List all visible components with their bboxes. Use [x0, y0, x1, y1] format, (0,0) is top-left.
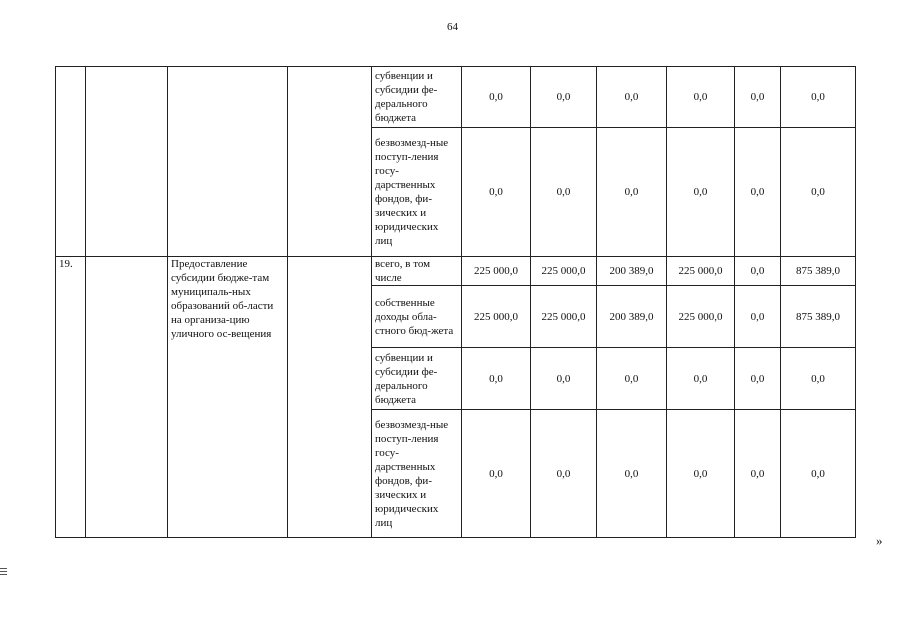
- margin-mark: [0, 568, 7, 580]
- cell-value: 0,0: [597, 128, 667, 257]
- cell-value: 225 000,0: [531, 257, 597, 286]
- cell-value: 0,0: [531, 410, 597, 538]
- cell-value: 0,0: [781, 128, 856, 257]
- cell-source: собственные доходы обла-стного бюд-жета: [372, 286, 462, 348]
- cell-name: Предоставление субсидии бюдже-там муниципаль-ных образований об-ласти на организа-цию уличного ос-вещения: [168, 257, 288, 538]
- cell-blank: [288, 257, 372, 538]
- cell-value: 0,0: [735, 257, 781, 286]
- cell-blank: [288, 67, 372, 257]
- cell-value: 200 389,0: [597, 286, 667, 348]
- cell-value: 0,0: [735, 348, 781, 410]
- cell-value: 0,0: [735, 67, 781, 128]
- cell-number: 19.: [56, 257, 86, 538]
- cell-value: 225 000,0: [462, 286, 531, 348]
- cell-blank: [86, 67, 168, 257]
- cell-value: 0,0: [667, 128, 735, 257]
- cell-value: 0,0: [462, 67, 531, 128]
- cell-value: 0,0: [462, 348, 531, 410]
- cell-value: 225 000,0: [531, 286, 597, 348]
- budget-table: [55, 66, 856, 538]
- cell-value: 225 000,0: [667, 286, 735, 348]
- cell-value: 0,0: [531, 348, 597, 410]
- cell-name: [168, 67, 288, 257]
- cell-value: 0,0: [597, 348, 667, 410]
- cell-value: 225 000,0: [667, 257, 735, 286]
- cell-source: безвозмезд-ные поступ-ления госу-дарственных фондов, фи-зических и юридических лиц: [372, 128, 462, 257]
- cell-source: субвенции и субсидии фе-дерального бюджета: [372, 67, 462, 128]
- cell-value: 0,0: [531, 128, 597, 257]
- cell-source: безвозмезд-ные поступ-ления госу-дарственных фондов, фи-зических и юридических лиц: [372, 410, 462, 538]
- cell-value: 0,0: [667, 348, 735, 410]
- cell-value: 875 389,0: [781, 257, 856, 286]
- table-row: [56, 257, 856, 286]
- cell-source: субвенции и субсидии фе-дерального бюджета: [372, 348, 462, 410]
- cell-value: 0,0: [735, 128, 781, 257]
- cell-source: всего, в том числе: [372, 257, 462, 286]
- cell-number: [56, 67, 86, 257]
- cell-value: 0,0: [462, 128, 531, 257]
- cell-value: 200 389,0: [597, 257, 667, 286]
- table-row: [56, 67, 856, 128]
- cell-value: 0,0: [597, 67, 667, 128]
- page-number: 64: [447, 21, 458, 33]
- cell-value: 0,0: [531, 67, 597, 128]
- cell-value: 0,0: [597, 410, 667, 538]
- cell-value: 225 000,0: [462, 257, 531, 286]
- cell-value: 0,0: [735, 410, 781, 538]
- cell-value: 875 389,0: [781, 286, 856, 348]
- cell-value: 0,0: [781, 348, 856, 410]
- cell-value: 0,0: [462, 410, 531, 538]
- cell-value: 0,0: [781, 410, 856, 538]
- cell-value: 0,0: [781, 67, 856, 128]
- cell-value: 0,0: [667, 410, 735, 538]
- cell-value: 0,0: [735, 286, 781, 348]
- cell-value: 0,0: [667, 67, 735, 128]
- cell-blank: [86, 257, 168, 538]
- closing-quote: »: [876, 533, 883, 548]
